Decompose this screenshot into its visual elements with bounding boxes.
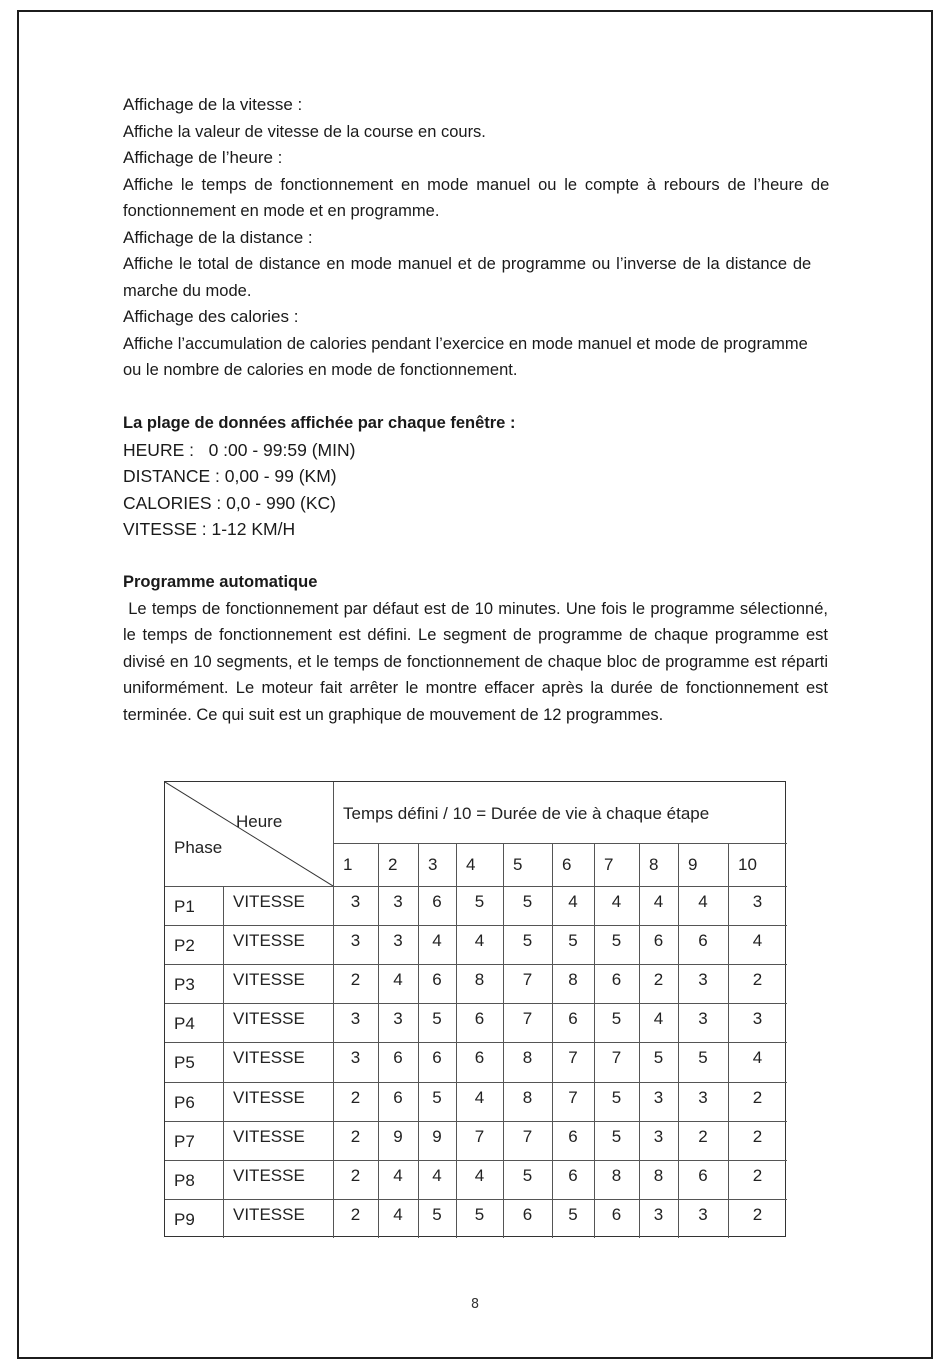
value-cell: 4 [432,1165,442,1185]
phase-cell: P6 [174,1092,195,1112]
corner-phase-label: Phase [174,838,223,857]
value-cell: 2 [653,970,664,990]
value-cell: 2 [350,1165,361,1185]
value-cell: 5 [611,931,622,951]
value-cell: 8 [611,1165,622,1185]
label-cell: VITESSE [233,931,305,951]
value-cell: 7 [568,1087,578,1107]
value-cell: 3 [350,1048,361,1068]
phase-cell: P8 [174,1170,195,1190]
value-cell: 5 [522,931,533,951]
value-cell: 6 [698,1165,708,1185]
program-heading: Programme automatique [123,573,318,591]
speed-display-text: Affiche la valeur de vitesse de la course en cours. [123,122,486,141]
value-cell: 5 [568,1204,578,1224]
label-cell: VITESSE [233,1048,305,1068]
value-cell: 6 [393,1087,403,1107]
phase-cell: P3 [174,975,195,995]
value-cell: 3 [698,1204,708,1224]
value-cell: 5 [611,1126,622,1146]
value-cell: 3 [350,1009,361,1029]
value-cell: 5 [611,1087,622,1107]
value-cell: 4 [393,970,403,990]
value-cell: 4 [393,1165,403,1185]
value-cell: 3 [698,970,708,990]
value-cell: 4 [474,1165,485,1185]
value-cell: 7 [611,1048,622,1068]
value-cell: 5 [653,1048,664,1068]
program-text: Le temps de fonctionnement par défaut est de 10 minutes. Une fois le programme sélectionné, le temps de fonctionnement est défini. Le segment de programme de chaque programme est divisé en 10 segments, et le temps de fonctionnement de chaque bloc de programme est réparti uniformément. Le moteur fait arrêter le montre effacer après la durée de fonctionnement est terminée. Ce qui suit est un graphique de mouvement de 12 programmes. [123,599,833,724]
time-display-text-2: fonctionnement en mode et en programme. [123,202,440,220]
label-cell: VITESSE [233,892,305,911]
label-cell: VITESSE [233,1009,305,1029]
value-cell: 3 [350,892,361,911]
phase-cell: P7 [174,1131,195,1151]
corner-diagonal [165,782,333,886]
row-divider [165,1042,787,1043]
value-cell: 9 [393,1126,403,1146]
column-header: 2 [388,855,398,874]
value-cell: 5 [522,892,533,911]
value-cell: 5 [474,1204,485,1224]
value-cell: 8 [568,970,578,990]
value-cell: 6 [611,1204,622,1224]
speed-display-title: Affichage de la vitesse : [123,95,303,114]
range-distance: DISTANCE : 0,00 - 99 (KM) [123,466,337,486]
value-cell: 2 [698,1126,708,1146]
column-header: 3 [428,855,438,874]
value-cell: 5 [698,1048,708,1068]
phase-cell: P4 [174,1014,195,1034]
value-cell: 2 [350,1087,361,1107]
value-cell: 7 [568,1048,578,1068]
row-divider [165,1199,787,1200]
value-cell: 4 [698,892,708,911]
row-divider [165,1082,787,1083]
value-cell: 8 [522,1087,533,1107]
phase-cell: P1 [174,897,195,916]
column-header: 7 [604,855,614,874]
value-cell: 6 [474,1009,485,1029]
value-cell: 3 [653,1087,664,1107]
value-cell: 3 [752,1009,763,1029]
value-cell: 5 [568,931,578,951]
value-cell: 3 [698,1087,708,1107]
column-header: 8 [649,855,659,874]
value-cell: 6 [474,1048,485,1068]
label-cell: VITESSE [233,1165,305,1185]
column-header: 1 [343,855,353,874]
row-divider [165,886,787,887]
range-heure: HEURE : 0 :00 - 99:59 (MIN) [123,439,356,460]
column-header: 4 [466,855,476,874]
value-cell: 4 [393,1204,403,1224]
value-cell: 6 [568,1165,578,1185]
row-divider [165,1003,787,1004]
value-cell: 4 [653,1009,664,1029]
value-cell: 2 [752,1165,763,1185]
value-cell: 4 [432,931,442,951]
value-cell: 4 [752,1048,763,1068]
range-calories: CALORIES : 0,0 - 990 (KC) [123,492,336,513]
column-header: 10 [738,855,757,874]
row-divider [333,843,787,844]
value-cell: 6 [568,1009,578,1029]
value-cell: 4 [474,931,485,951]
value-cell: 2 [350,1204,361,1224]
value-cell: 5 [474,892,485,911]
value-cell: 8 [522,1048,533,1068]
value-cell: 3 [653,1204,664,1224]
program-table [164,781,786,1237]
value-cell: 5 [432,1087,442,1107]
value-cell: 6 [432,970,442,990]
value-cell: 4 [653,892,664,911]
page-content [123,92,833,728]
value-cell: 2 [752,1087,763,1107]
column-header: 9 [688,855,698,874]
value-cell: 3 [653,1126,664,1146]
label-cell: VITESSE [233,1126,305,1146]
value-cell: 6 [568,1126,578,1146]
phase-cell: P9 [174,1209,195,1229]
range-vitesse: VITESSE : 1-12 KM/H [123,519,296,539]
distance-display-title: Affichage de la distance : [123,227,313,247]
value-cell: 7 [522,1009,533,1029]
value-cell: 4 [568,892,578,911]
value-cell: 5 [611,1009,622,1029]
time-display-title: Affichage de l’heure : [123,148,283,167]
col-divider [223,886,224,1238]
value-cell: 6 [698,931,708,951]
corner-heure-label: Heure [236,812,283,831]
range-heading: La plage de données affichée par chaque fenêtre : [123,414,516,432]
value-cell: 3 [752,892,763,911]
value-cell: 4 [611,892,622,911]
phase-cell: P5 [174,1053,195,1073]
column-header: 6 [562,855,572,874]
header-span: Temps défini / 10 = Durée de vie à chaque étape [343,804,710,823]
value-cell: 4 [752,931,763,951]
value-cell: 2 [752,1204,763,1224]
value-cell: 5 [432,1009,442,1029]
label-cell: VITESSE [233,1204,305,1224]
value-cell: 7 [474,1126,485,1146]
value-cell: 6 [432,1048,442,1068]
label-cell: VITESSE [233,970,305,990]
value-cell: 2 [350,970,361,990]
value-cell: 2 [752,970,763,990]
value-cell: 6 [432,892,442,911]
calories-display-title: Affichage des calories : [123,307,299,326]
row-divider [165,925,787,926]
value-cell: 3 [698,1009,708,1029]
time-display-text-1: Affiche le temps de fonctionnement en mode manuel ou le compte à rebours de l’heure de [123,175,830,194]
calories-display-text-1: Affiche l’accumulation de calories pendant l’exercice en mode manuel et mode de programme [123,334,808,353]
value-cell: 3 [350,931,361,951]
column-header: 5 [513,855,523,874]
value-cell: 6 [653,931,664,951]
value-cell: 4 [474,1087,485,1107]
value-cell: 7 [522,1126,533,1146]
value-cell: 2 [752,1126,763,1146]
value-cell: 2 [350,1126,361,1146]
value-cell: 9 [432,1126,442,1146]
page-number: 8 [470,1297,480,1312]
row-divider [165,964,787,965]
value-cell: 8 [653,1165,664,1185]
row-divider [165,1121,787,1122]
value-cell: 3 [393,931,403,951]
value-cell: 6 [611,970,622,990]
distance-display-text-2: marche du mode. [123,281,252,300]
value-cell: 5 [432,1204,442,1224]
value-cell: 3 [393,1009,403,1029]
label-cell: VITESSE [233,1087,305,1107]
calories-display-text-2: ou le nombre de calories en mode de fonctionnement. [123,361,518,379]
value-cell: 8 [474,970,485,990]
value-cell: 6 [522,1204,533,1224]
distance-display-text-1: Affiche le total de distance en mode manuel et de programme ou l’inverse de la distance de [123,255,812,273]
row-divider [165,1160,787,1161]
value-cell: 6 [393,1048,403,1068]
phase-cell: P2 [174,936,195,956]
value-cell: 5 [522,1165,533,1185]
value-cell: 3 [393,892,403,911]
value-cell: 7 [522,970,533,990]
